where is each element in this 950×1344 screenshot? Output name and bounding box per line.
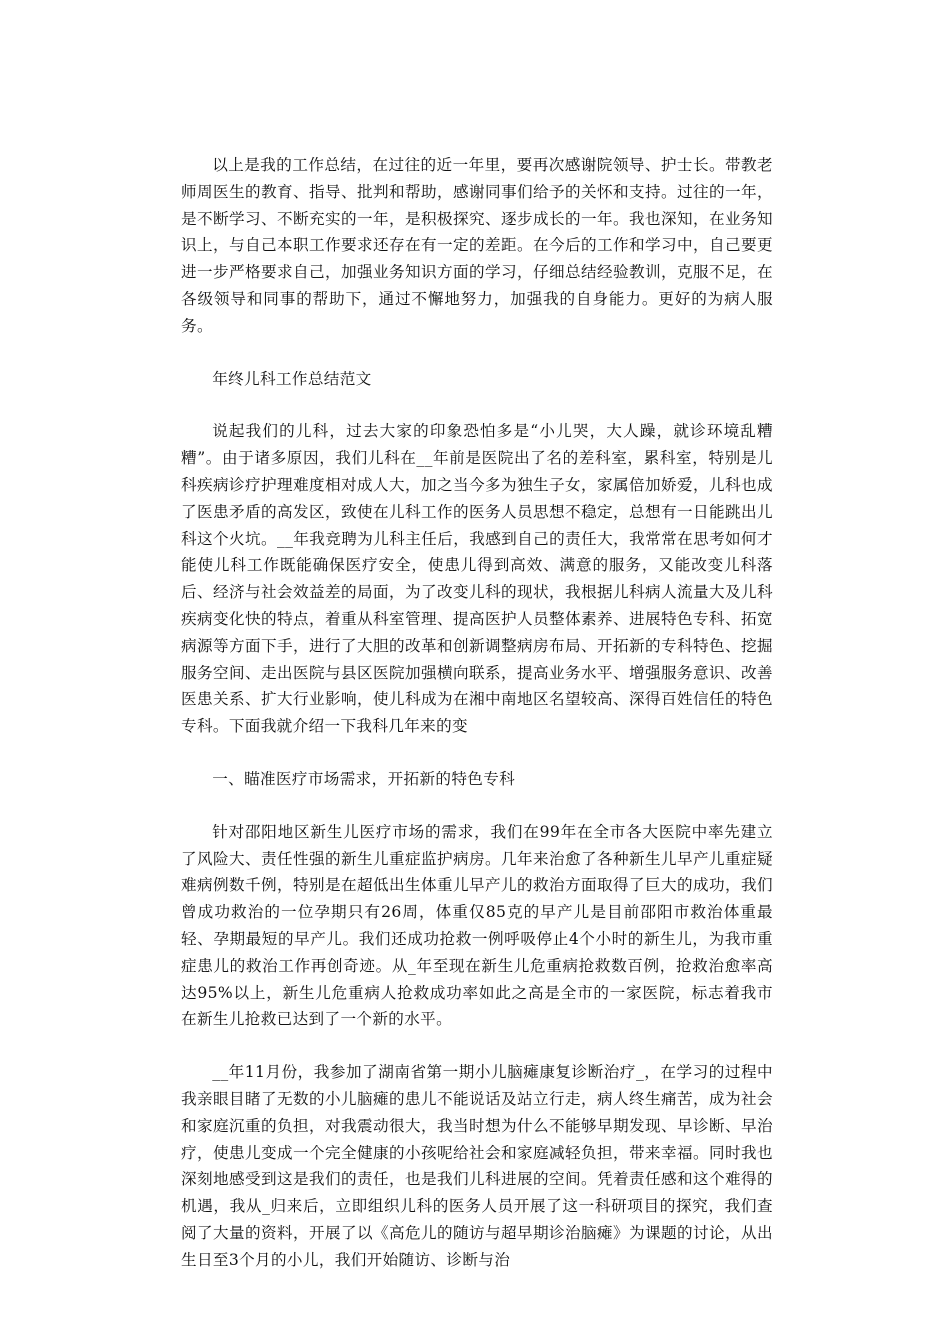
document-body (181, 152, 773, 1273)
neonatal-paragraph: 针对邵阳地区新生儿医疗市场的需求，我们在99年在全市各大医院中率先建立了风险大、责任性强的新生儿重症监护病房。几年来治愈了各种新生儿早产儿重症疑难病例数千例，特别是在超低出生体重儿早产儿的救治方面取得了巨大的成功，我们曾成功救治的一位孕期只有26周，体重仅85克的早产儿是目前邵阳市救治体重最轻、孕期最短的早产儿。我们还成功抢救一例呼吸停止4个小时的新生儿，为我市重症患儿的救治工作再创奇迹。从_年至现在新生儿危重病抢救数百例，抢救治愈率高达95%以上，新生儿危重病人抢救成功率如此之高是全市的一家医院，标志着我市在新生儿抢救已达到了一个新的水平。 (181, 822, 773, 1029)
closing-paragraph: 以上是我的工作总结，在过往的近一年里，要再次感谢院领导、护士长。带教老师周医生的教育、指导、批判和帮助，感谢同事们给予的关怀和支持。过往的一年，是不断学习、不断充实的一年，是积极探究、逐步成长的一年。我也深知，在业务知识上，与自己本职工作要求还存在有一定的差距。在今后的工作和学习中，自己要更进一步严格要求自己，加强业务知识方面的学习，仔细总结经验教训，克服不足，在各级领导和同事的帮助下，通过不懈地努力，加强我的自身能力。更好的为病人服务。 (181, 156, 773, 335)
section-heading: 一、瞄准医疗市场需求，开拓新的特色专科 (212, 769, 516, 788)
article-title: 年终儿科工作总结范文 (212, 369, 372, 388)
intro-paragraph: 说起我们的儿科，过去大家的印象恐怕多是“小儿哭，大人躁，就诊环境乱糟糟”。由于诸多原因，我们儿科在__年前是医院出了名的差科室，累科室，特别是儿科疾病诊疗护理难度相对成人大，加之当今多为独生子女，家属倍加娇爱，儿科也成了医患矛盾的高发区，致使在儿科工作的医务人员思想不稳定，总想有一日能跳出儿科这个火坑。__年我竞聘为儿科主任后，我感到自己的责任大，我常常在思考如何才能使儿科工作既能确保医疗安全，使患儿得到高效、满意的服务，又能改变儿科落后、经济与社会效益差的局面，为了改变儿科的现状，我根据儿科病人流量大及儿科疾病变化快的特点，着重从科室管理、提高医护人员整体素养、进展特色专科、拓宽病源等方面下手，进行了大胆的改革和创新调整病房布局、开拓新的专科特色、挖掘服务空间、走出医院与县区医院加强横向联系，提高业务水平、增强服务意识、改善医患关系、扩大行业影响，使儿科成为在湘中南地区名望较高、深得百姓信任的特色专科。下面我就介绍一下我科几年来的变 (181, 422, 773, 736)
cerebral-palsy-paragraph: __年11月份，我参加了湖南省第一期小儿脑瘫康复诊断治疗_，在学习的过程中我亲眼目睹了无数的小儿脑瘫的患儿不能说话及站立行走，病人终生痛苦，成为社会和家庭沉重的负担，对我震动很大，我当时想为什么不能够早期发现、早诊断、早治疗，使患儿变成一个完全健康的小孩呢给社会和家庭减轻负担，带来幸福。同时我也深刻地感受到这是我们的责任，也是我们儿科进展的空间。凭着责任感和这个难得的机遇，我从_归来后，立即组织儿科的医务人员开展了这一科研项目的探究，我们查阅了大量的资料，开展了以《高危儿的随访与超早期诊治脑瘫》为课题的讨论，从出生日至3个月的小儿，我们开始随访、诊断与治 (181, 1063, 773, 1269)
